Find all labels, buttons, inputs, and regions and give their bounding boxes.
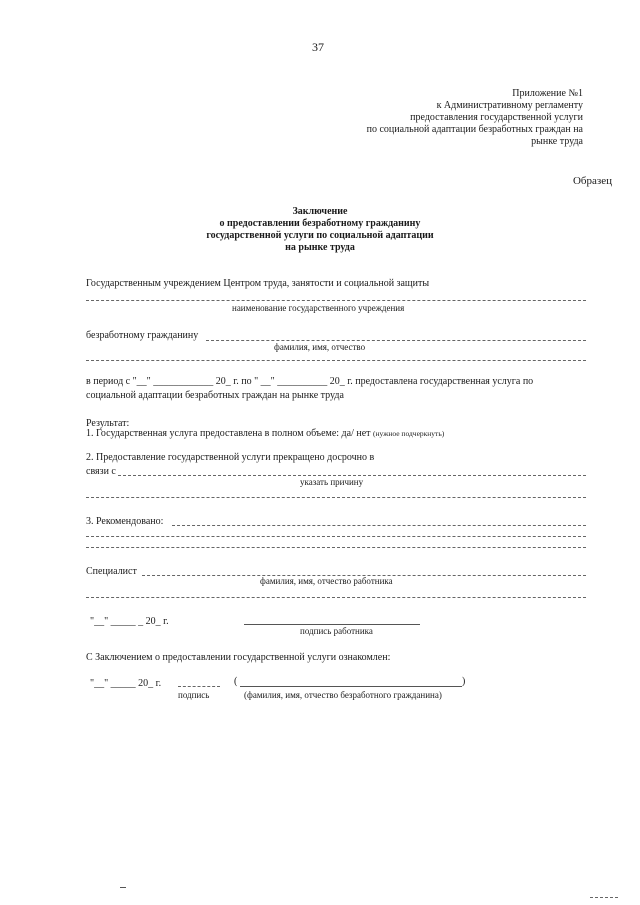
appendix-line-4: рынке труда	[531, 136, 583, 147]
reason-caption: указать причину	[300, 477, 364, 487]
signature-field-1[interactable]	[244, 624, 420, 625]
institution-text: Государственным учреждением Центром труда, занятости и социальной защиты	[86, 278, 430, 289]
appendix-line-2: предоставления государственной услуги	[410, 112, 583, 123]
heading-line-1: Заключение	[292, 206, 348, 217]
institution-caption: наименование государственного учреждения	[232, 303, 405, 313]
specialist-caption: фамилия, имя, отчество работника	[260, 576, 393, 586]
recommend-field-2[interactable]	[86, 536, 586, 537]
heading-line-4: на рынке труда	[285, 242, 355, 253]
sample-label: Образец	[572, 175, 612, 187]
specialist-label: Специалист	[86, 566, 137, 577]
result-1-text: 1. Государственная услуга предоставлена в полном объеме: да/ нет	[86, 428, 371, 439]
date-2: "__" _____ 20_ г.	[90, 678, 162, 689]
recommend-field-1[interactable]	[172, 525, 586, 526]
bracket-open: (	[234, 676, 238, 687]
citizen-caption: фамилия, имя, отчество	[274, 342, 366, 352]
result-label: Результат:	[86, 418, 130, 429]
reason-field[interactable]	[118, 475, 586, 476]
appendix-line-1: к Административному регламенту	[436, 100, 583, 111]
result-1-note: (нужное подчеркнуть)	[373, 429, 445, 438]
signature-field-2[interactable]	[178, 686, 220, 687]
heading-line-2: о предоставлении безработному гражданину	[219, 218, 421, 229]
signature-caption-1: подпись работника	[300, 626, 373, 636]
footer-mark-left	[120, 887, 126, 888]
fio-field-2[interactable]	[240, 686, 462, 687]
appendix-line-3: по социальной адаптации безработных граждан на	[366, 124, 583, 135]
citizen-text: безработному гражданину	[86, 330, 199, 341]
page-number: 37	[312, 40, 324, 54]
heading-line-3: государственной услуги по социальной адаптации	[206, 230, 434, 241]
result-1	[86, 428, 444, 439]
citizen-field-2[interactable]	[86, 360, 586, 361]
period-line-2: социальной адаптации безработных граждан на рынке труда	[86, 390, 344, 401]
acquainted-text: С Заключением о предоставлении государственной услуги ознакомлен:	[86, 652, 391, 663]
institution-field[interactable]	[86, 300, 586, 301]
result-2-cont: связи с	[86, 466, 116, 477]
result-2: 2. Предоставление государственной услуги прекращено досрочно в	[86, 452, 375, 463]
period-line-1: в период с "__" ____________ 20_ г. по " __" __________ 20_ г. предоставлена государственная услуга по	[86, 376, 534, 387]
citizen-field[interactable]	[206, 340, 586, 341]
recommend-field-3[interactable]	[86, 547, 586, 548]
appendix-title: Приложение №1	[512, 88, 583, 99]
fio-caption-2: (фамилия, имя, отчество безработного гражданина)	[244, 690, 442, 700]
date-1: "__" _____ _ 20_ г.	[90, 616, 169, 627]
reason-field-2[interactable]	[86, 497, 586, 498]
bracket-close: )	[462, 676, 466, 687]
footer-mark-right	[590, 897, 618, 898]
signature-caption-2: подпись	[178, 690, 210, 700]
specialist-field-2[interactable]	[86, 597, 586, 598]
result-3: 3. Рекомендовано:	[86, 516, 164, 527]
